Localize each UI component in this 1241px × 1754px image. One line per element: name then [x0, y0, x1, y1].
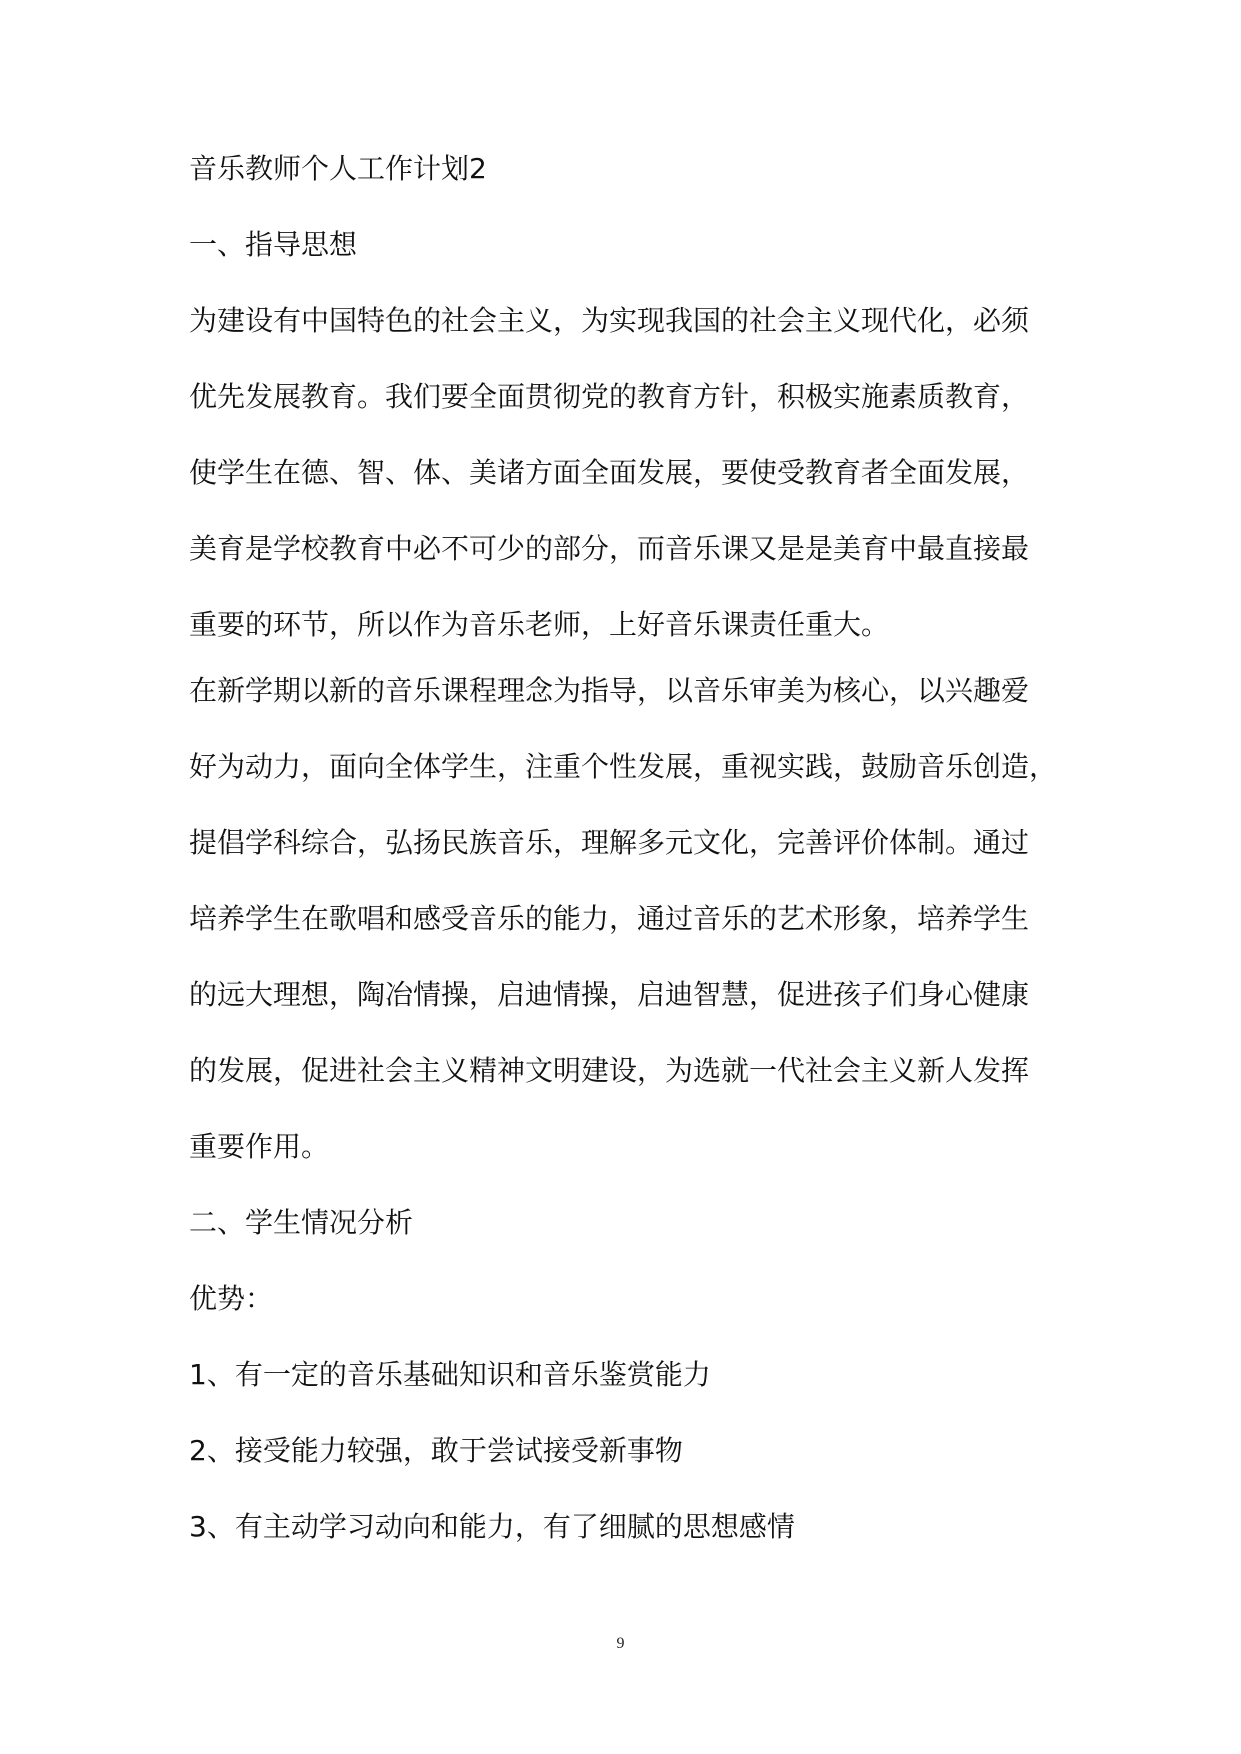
section-heading-guiding-ideology: 一、指导思想	[189, 228, 358, 261]
paragraph-line: 美育是学校教育中必不可少的部分，而音乐课又是是美育中最直接最	[189, 532, 1030, 565]
paragraph-line: 的发展，促进社会主义精神文明建设，为选就一代社会主义新人发挥	[189, 1054, 1030, 1087]
paragraph-line: 好为动力，面向全体学生，注重个性发展，重视实践，鼓励音乐创造，	[189, 750, 1058, 783]
paragraph-line: 重要的环节，所以作为音乐老师，上好音乐课责任重大。	[189, 608, 890, 641]
paragraph-guiding-ideology-2	[189, 672, 1069, 1166]
paragraph-line: 优先发展教育。我们要全面贯彻党的教育方针，积极实施素质教育，	[189, 380, 1030, 413]
advantages-label: 优势：	[189, 1282, 274, 1315]
paragraph-line: 为建设有中国特色的社会主义，为实现我国的社会主义现代化，必须	[189, 304, 1030, 337]
document-body	[189, 150, 1069, 1584]
page-number: 9	[616, 1635, 625, 1652]
paragraph-line: 培养学生在歌唱和感受音乐的能力，通过音乐的艺术形象，培养学生	[189, 902, 1030, 935]
advantages-list	[189, 1356, 1069, 1546]
list-item: 1、有一定的音乐基础知识和音乐鉴赏能力	[189, 1358, 711, 1391]
document-title: 音乐教师个人工作计划2	[189, 152, 487, 185]
paragraph-line: 重要作用。	[189, 1130, 330, 1163]
paragraph-line: 在新学期以新的音乐课程理念为指导，以音乐审美为核心，以兴趣爱	[189, 674, 1030, 707]
paragraph-line: 使学生在德、智、体、美诸方面全面发展，要使受教育者全面发展，	[189, 456, 1030, 489]
section-heading-student-analysis: 二、学生情况分析	[189, 1206, 414, 1239]
list-item: 3、有主动学习动向和能力，有了细腻的思想感情	[189, 1510, 795, 1543]
list-item: 2、接受能力较强，敢于尝试接受新事物	[189, 1434, 683, 1467]
paragraph-line: 提倡学科综合，弘扬民族音乐，理解多元文化，完善评价体制。通过	[189, 826, 1030, 859]
paragraph-guiding-ideology-1	[189, 302, 1069, 644]
paragraph-line: 的远大理想，陶冶情操，启迪情操，启迪智慧，促进孩子们身心健康	[189, 978, 1030, 1011]
